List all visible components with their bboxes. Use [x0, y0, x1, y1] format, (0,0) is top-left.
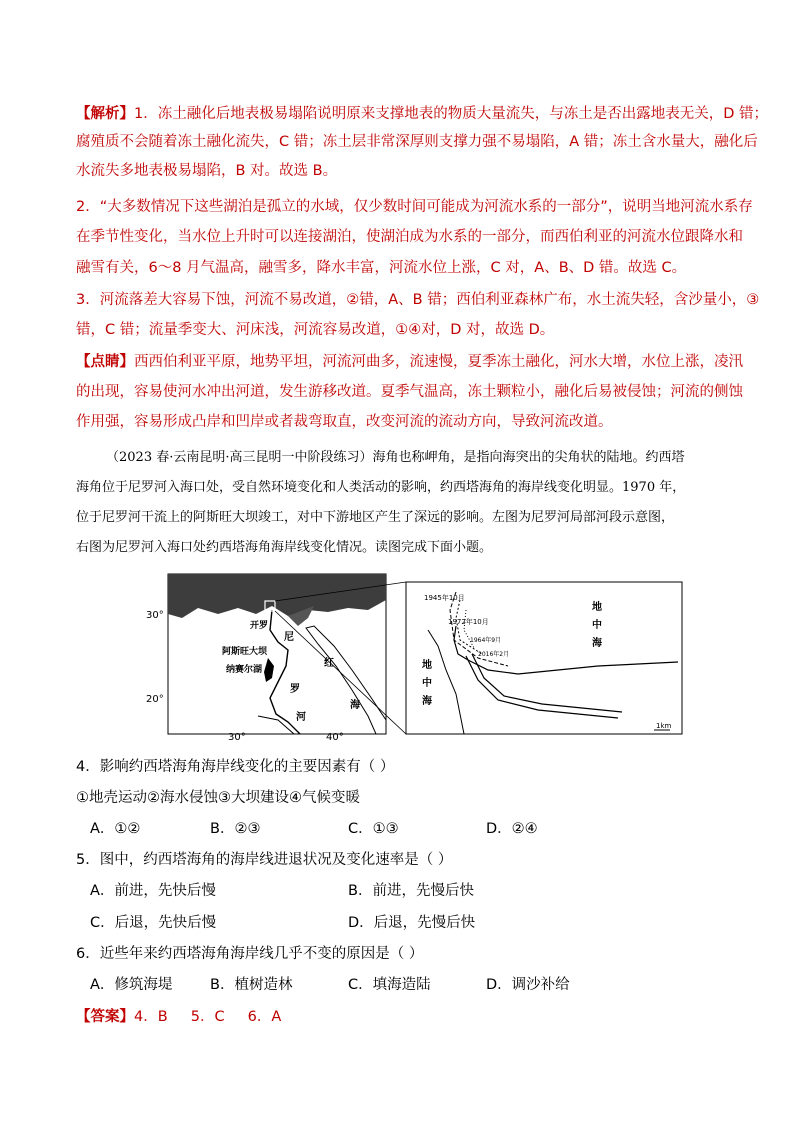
analysis-line-6: 融雪有关，6～8 月气温高，融雪多，降水丰富，河流水位上涨，C 对，A、B、D 错。故选 C。 — [76, 260, 687, 276]
passage-line-2: 海角位于尼罗河入海口处，受自然环境变化和人类活动的影响，约西塔海角的海岸线变化明显。1970 年， — [76, 480, 686, 495]
q4-option-c[interactable]: C．①③ — [348, 821, 399, 837]
nile-label-1: 尼 — [284, 632, 294, 643]
med-left-3: 海 — [422, 696, 432, 707]
passage-line-1: （2023 春·云南昆明·高三昆明一中阶段练习）海角也称岬角，是指向海突出的尖角状的陆地。约西塔 — [106, 450, 685, 465]
red-sea-label-2: 海 — [350, 700, 360, 711]
q6-option-a[interactable]: A．修筑海堤 — [90, 977, 173, 993]
question-6-stem: 6．近些年来约西塔海角海岸线几乎不变的原因是（ ） — [76, 946, 424, 962]
med-right-2: 中 — [592, 620, 602, 631]
year-1972-label: 1972年10月 — [448, 618, 489, 626]
cairo-label: 开罗 — [250, 621, 269, 631]
nile-label-3: 河 — [296, 712, 306, 723]
q6-option-c[interactable]: C．填海造陆 — [348, 977, 431, 993]
q5-option-c[interactable]: C．后退，先快后慢 — [90, 915, 217, 931]
answer-line — [76, 1007, 281, 1027]
passage-line-3: 位于尼罗河干流上的阿斯旺大坝竣工，对中下游地区产生了深远的影响。左图为尼罗河局部河段示意图， — [76, 510, 675, 525]
aswan-dam-label: 阿斯旺大坝 — [222, 647, 268, 657]
lake-nasser-label: 纳赛尔湖 — [226, 665, 263, 675]
lat-20-label: 20° — [146, 694, 164, 705]
passage-line-4: 右图为尼罗河入海口处约西塔海角海岸线变化情况。读图完成下面小题。 — [76, 540, 493, 555]
question-4-stem: 4．影响约西塔海角海岸线变化的主要因素有（ ） — [76, 759, 395, 775]
answer-text: 4．B 5．C 6．A — [134, 1009, 282, 1025]
analysis-line-8: 错，C 错；流量季变大、河床浅，河流容易改道，①④对，D 对，故选 D。 — [76, 322, 555, 338]
analysis-line-5: 在季节性变化，当水位上升时可以连接湖泊，使湖泊成为水系的一部分，而西伯利亚的河流水位跟降水和 — [76, 229, 743, 245]
lon-30-label: 30° — [228, 732, 246, 742]
year-2016-label: 2016年2月 — [478, 651, 510, 658]
nile-label-2: 罗 — [290, 684, 300, 695]
scale-label: 1km — [656, 722, 672, 730]
analysis-line-7: 3．河流落差大容易下蚀，河流不易改道，②错，A、B 错；西伯利亚森林广布，水土流失轻，含沙量小，③ — [76, 292, 760, 308]
red-sea-label-1: 红 — [324, 658, 334, 669]
q5-option-a[interactable]: A．前进，先快后慢 — [90, 883, 216, 899]
answer-tag: 【答案】 — [76, 1009, 134, 1025]
q4-option-a[interactable]: A．①② — [90, 821, 141, 837]
lon-40-label: 40° — [326, 732, 344, 742]
med-right-1: 地 — [592, 602, 602, 613]
q5-option-d[interactable]: D．后退，先慢后快 — [348, 915, 476, 931]
analysis-tag: 【解析】 — [76, 106, 134, 122]
comment-line-3: 作用强，容易形成凸岸和凹岸或者裁弯取直，改变河流的流动方向，导致河流改道。 — [76, 414, 613, 430]
analysis-line-4: 2．“大多数情况下这些湖泊是孤立的水域，仅少数时间可能成为河流水系的一部分”，说明当地河流水系存 — [76, 199, 753, 215]
question-5-stem: 5．图中，约西塔海角的海岸线进退状况及变化速率是（ ） — [76, 852, 453, 868]
q6-option-b[interactable]: B．植树造林 — [210, 977, 293, 993]
q6-option-d[interactable]: D．调沙补给 — [486, 977, 570, 993]
analysis-line-1: 【解析】1．冻土融化后地表极易塌陷说明原来支撑地表的物质大量流失，与冻土是否出露地表无关，D 错； — [76, 106, 768, 122]
med-right-3: 海 — [592, 638, 602, 649]
comment-tag: 【点睛】 — [76, 354, 134, 370]
q4-option-d[interactable]: D．②④ — [486, 821, 538, 837]
analysis-line-2: 腐殖质不会随着冻土融化流失，C 错；冻土层非常深厚则支撑力强不易塌陷，A 错；冻土含水量大，融化后 — [76, 134, 758, 150]
med-left-2: 中 — [422, 678, 432, 689]
comment-line-1: 【点睛】西西伯利亚平原，地势平坦，河流河曲多，流速慢，夏季冻土融化，河水大增，水位上涨，凌汛 — [76, 354, 743, 370]
year-1964-label: 1964年9月 — [470, 637, 502, 644]
q5-option-b[interactable]: B．前进，先慢后快 — [348, 883, 474, 899]
nile-map-figure — [138, 570, 684, 742]
med-left-1: 地 — [422, 660, 432, 671]
lat-30-label: 30° — [146, 610, 164, 621]
year-1945-label: 1945年10月 — [424, 594, 465, 602]
question-4-statements: ①地壳运动②海水侵蚀③大坝建设④气候变暖 — [76, 790, 360, 806]
q4-option-b[interactable]: B．②③ — [210, 821, 261, 837]
comment-line-2: 的出现，容易使河水冲出河道，发生游移改道。夏季气温高，冻土颗粒小，融化后易被侵蚀；河流的侧蚀 — [76, 384, 743, 400]
analysis-line-3: 水流失多地表极易塌陷，B 对。故选 B。 — [76, 163, 338, 179]
